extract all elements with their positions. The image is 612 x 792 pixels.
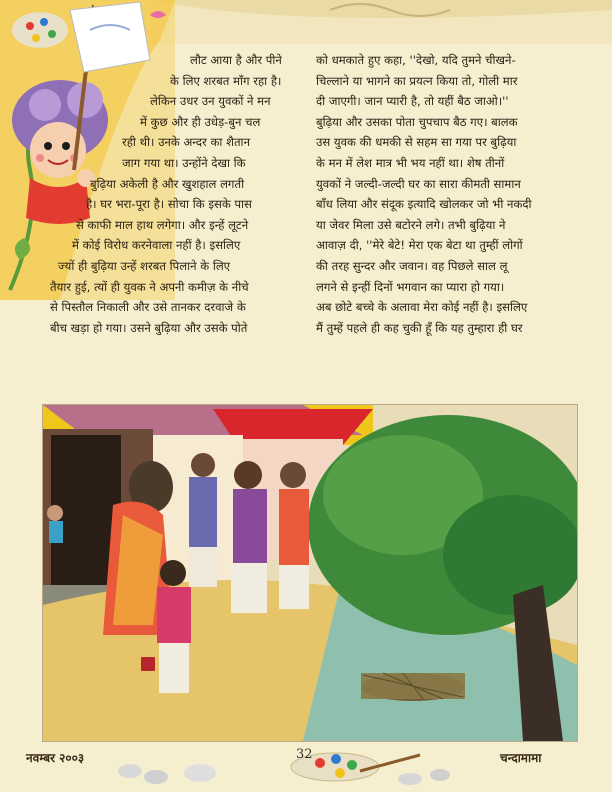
text-line: जाग गया था। उन्होंने देखा कि <box>122 155 246 170</box>
text-line: अब छोटे बच्चे के अलावा मेरा कोई नहीं है। इसलिए <box>316 300 528 315</box>
text-line: बुढ़िया और उसका पोता चुपचाप बैठ गए। बालक <box>316 114 518 129</box>
text-line: चिल्लाने या भागने का प्रयत्न किया तो, गोली मार <box>316 73 518 88</box>
text-line: रही थी। उनके अन्दर का शैतान <box>122 135 250 150</box>
text-line: लगने से इन्हीं दिनों भगवान का प्यारा हो गया। <box>316 279 505 294</box>
text-line: बुढ़िया अकेली है और खुशहाल लगती <box>90 176 245 191</box>
text-line: की तरह सुन्दर और जवान। वह पिछले साल लू <box>316 258 508 273</box>
text-line: मैं तुम्हें पहले ही कह चुकी हूँ कि यह तुम्हारा ही घर <box>316 320 523 335</box>
text-line: या जेवर मिला उसे बटोरने लगे। तभी बुढ़िया ने <box>316 217 506 232</box>
text-line: में कोई विरोध करनेवाला नहीं है। इसलिए <box>72 238 241 253</box>
text-line: तैयार हुई, त्यों ही युवक ने अपनी कमीज़ के नीचे <box>50 279 249 294</box>
left-text-column <box>50 50 302 338</box>
page-number: 32 <box>296 747 313 762</box>
text-line: आवाज़ दी, ''मेरे बेटे! मेरा एक बेटा था तुम्हीं लोगों <box>316 238 523 253</box>
text-line: उस युवक की धमकी से सहम सा गया पर बुढ़िया <box>316 135 517 150</box>
issue-date: नवम्बर २००३ <box>26 751 85 765</box>
text-line: युवकों ने जल्दी-जल्दी घर का सारा कीमती सामान <box>316 176 521 191</box>
text-line: लेकिन उधर उन युवकों ने मन <box>150 94 271 109</box>
text-line: है। घर भरा-पूरा है। सोचा कि इसके पास <box>86 197 252 212</box>
text-line: से पिस्तौल निकाली और उसे तानकर दरवाजे के <box>50 300 246 315</box>
magazine-name: चन्दामामा <box>500 751 542 765</box>
text-line: बीच खड़ा हो गया। उसने बुढ़िया और उसके पोते <box>50 320 248 335</box>
text-line: ज्यों ही बुढ़िया उन्हें शरबत पिलाने के लिए <box>58 258 231 273</box>
page-footer <box>0 745 612 792</box>
text-line: को धमकाते हुए कहा, ''देखो, यदि तुमने चीखने- <box>316 53 516 67</box>
text-line: के लिए शरबत माँग रहा है। <box>170 73 282 88</box>
text-line: बाँध लिया और संदूक इत्यादि खोलकर जो भी नकदी <box>316 197 532 212</box>
story-scene-art <box>43 405 577 741</box>
text-line: दी जाएगी। जान प्यारी है, तो यहीं बैठ जाओ।'' <box>316 94 509 109</box>
text-line: लौट आया है और पीने <box>190 53 282 67</box>
story-illustration <box>42 404 578 742</box>
text-line: से काफी माल हाथ लगेगा। और इन्हें लूटने <box>76 217 249 232</box>
text-line: में कुछ और ही उधेड़-बुन चल <box>140 114 261 129</box>
right-text-column <box>316 50 578 338</box>
text-line: के मन में लेश मात्र भी भय नहीं था। शेष तीनों <box>316 155 505 170</box>
